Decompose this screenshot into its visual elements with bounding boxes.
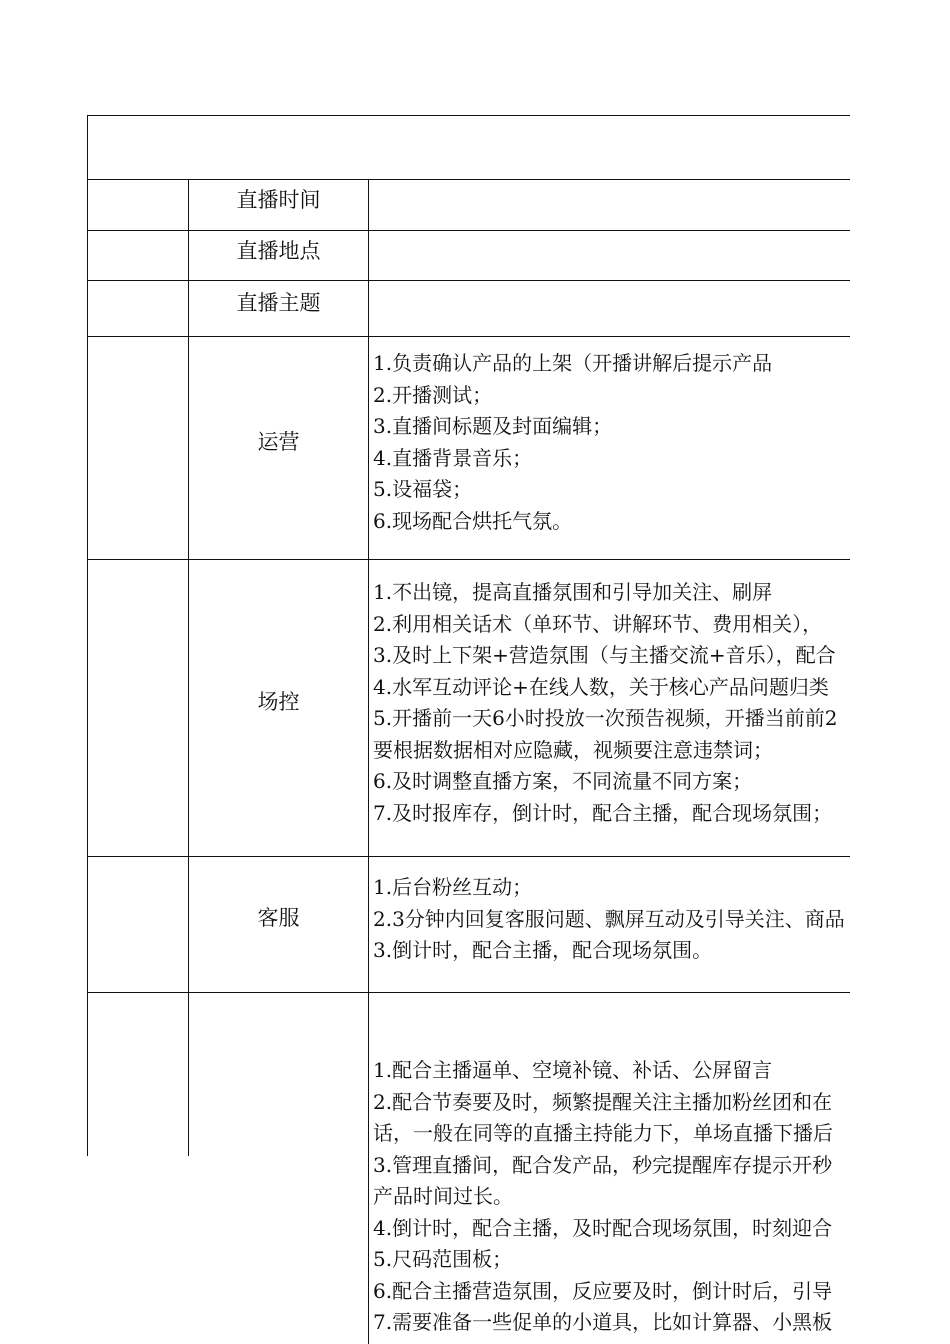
duty-line: 4.直播背景音乐； xyxy=(373,445,533,470)
duty-line: 1.配合主播逼单、空境补镜、补话、公屏留言 xyxy=(373,1058,773,1082)
table-border-top xyxy=(87,115,850,116)
duty-line: 7.及时报库存，倒计时，配合主播，配合现场氛围； xyxy=(373,800,833,825)
table-border-left xyxy=(87,115,88,1156)
duty-line: 话，一般在同等的直播主持能力下，单场直播下播后 xyxy=(373,1121,833,1145)
duty-line: 1.不出镜，提高直播氛围和引导加关注、刷屏 xyxy=(373,580,773,604)
row-divider xyxy=(87,559,850,560)
duty-line: 5.开播前一天6小时投放一次预告视频，开播当前前2 xyxy=(373,706,838,730)
live-theme-label: 直播主题 xyxy=(236,291,321,315)
duty-line: 3.及时上下架+营造氛围（与主播交流+音乐），配合 xyxy=(373,643,836,667)
assistant-duties xyxy=(373,1055,950,1339)
live-place-label: 直播地点 xyxy=(236,239,321,263)
row-divider xyxy=(87,179,850,180)
duty-line: 2.利用相关话术（单环节、讲解环节、费用相关）， xyxy=(373,611,823,636)
customer-service-label: 客服 xyxy=(257,906,300,930)
operations-label: 运营 xyxy=(257,430,300,454)
column-divider xyxy=(188,179,189,1156)
column-divider xyxy=(368,179,369,1344)
row-divider xyxy=(87,992,850,993)
duty-line: 6.现场配合烘托气氛。 xyxy=(373,508,573,533)
duty-line: 5.设福袋； xyxy=(373,477,473,501)
duty-line: 产品时间过长。 xyxy=(373,1184,513,1208)
duty-line: 3.直播间标题及封面编辑； xyxy=(373,414,613,438)
duty-line: 3.管理直播间，配合发产品，秒完提醒库存提示开秒 xyxy=(373,1152,833,1177)
duty-line: 7.需要准备一些促单的小道具，比如计算器、小黑板 xyxy=(373,1310,833,1334)
duty-line: 3.倒计时，配合主播，配合现场氛围。 xyxy=(373,938,713,962)
row-divider xyxy=(87,280,850,281)
duty-line: 4.倒计时，配合主播，及时配合现场氛围，时刻迎合 xyxy=(373,1215,833,1240)
field-control-label: 场控 xyxy=(257,690,300,714)
duty-line: 2.配合节奏要及时，频繁提醒关注主播加粉丝团和在 xyxy=(373,1089,833,1114)
field-control-duties xyxy=(373,577,950,829)
duty-line: 1.负责确认产品的上架（开播讲解后提示产品 xyxy=(373,351,773,375)
duty-line: 6.配合主播营造氛围，反应要及时，倒计时后，引导 xyxy=(373,1278,833,1303)
duty-line: 2.开播测试； xyxy=(373,382,493,407)
duty-line: 4.水军互动评论+在线人数，关于核心产品问题归类 xyxy=(373,674,829,699)
row-divider xyxy=(87,230,850,231)
duty-line: 2.3分钟内回复客服问题、飘屏互动及引导关注、商品 xyxy=(373,906,845,931)
duty-line: 1.后台粉丝互动； xyxy=(373,875,533,899)
row-divider xyxy=(87,856,850,857)
operations-duties xyxy=(373,348,950,537)
duty-line: 5.尺码范围板； xyxy=(373,1247,513,1271)
row-divider xyxy=(87,336,850,337)
live-time-label: 直播时间 xyxy=(236,188,321,212)
customer-service-duties xyxy=(373,872,950,967)
duty-line: 6.及时调整直播方案，不同流量不同方案； xyxy=(373,769,753,793)
duty-line: 要根据数据相对应隐藏，视频要注意违禁词； xyxy=(373,737,773,762)
